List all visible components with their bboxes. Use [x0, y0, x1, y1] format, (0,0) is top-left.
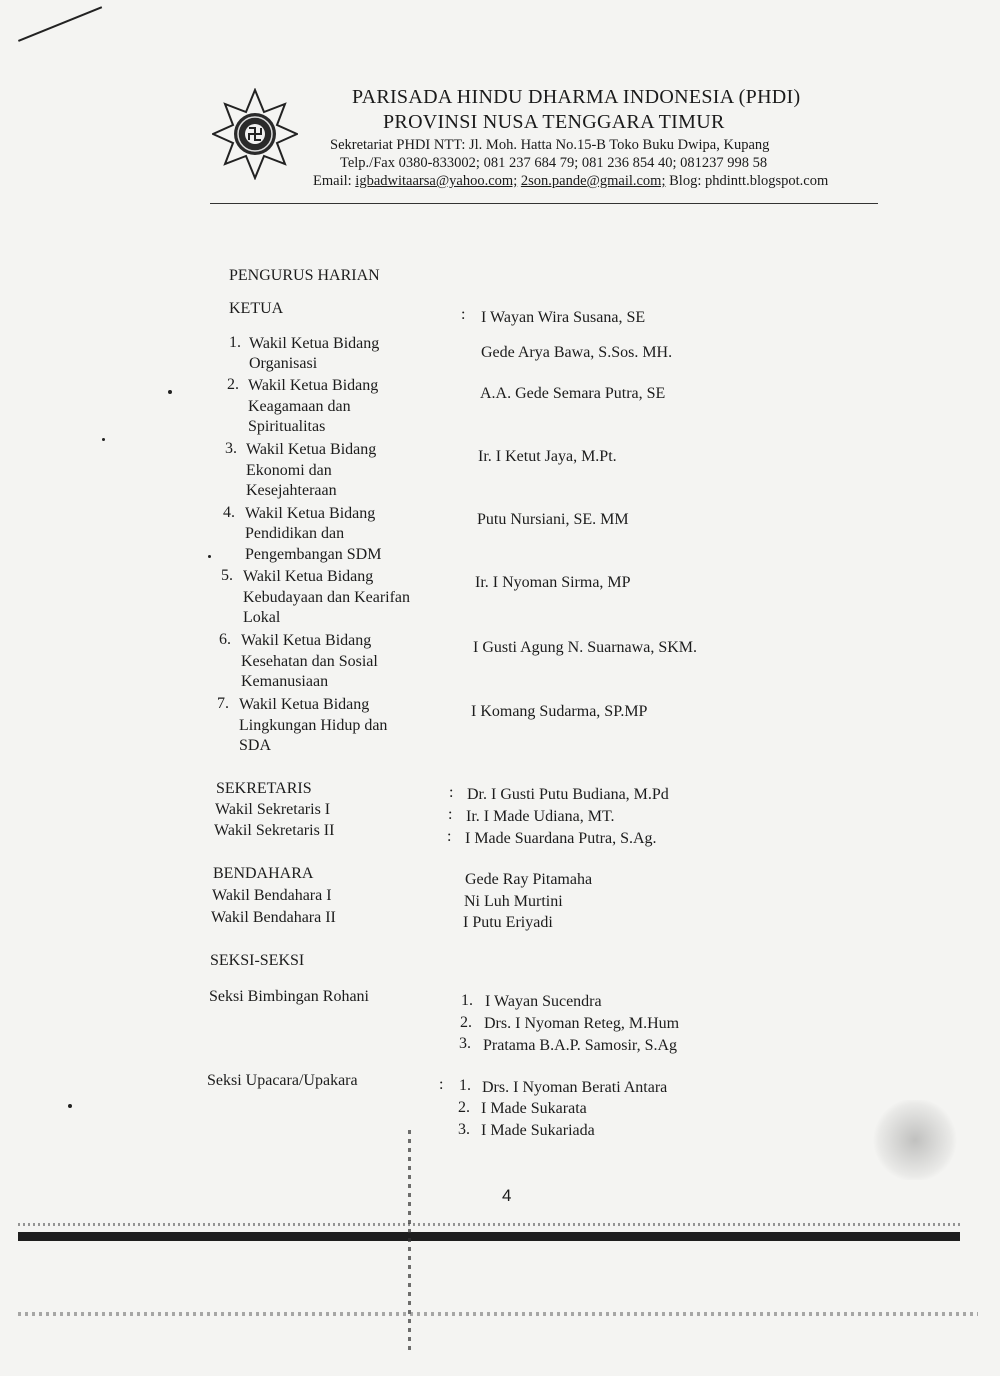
secretariat-address: Sekretariat PHDI NTT: Jl. Moh. Hatta No.15-B Toko Buku Dwipa, Kupang	[330, 137, 770, 153]
sekretaris-label: SEKRETARIS	[216, 780, 312, 797]
scan-edge-noise	[18, 1223, 960, 1226]
wakil-6-name: I Gusti Agung N. Suarnawa, SKM.	[473, 639, 697, 656]
wakil-bendahara-2-name: I Putu Eriyadi	[463, 914, 553, 931]
phdi-logo-emblem-icon	[212, 88, 298, 180]
bendahara-label: BENDAHARA	[213, 865, 314, 882]
wakil-1-name: Gede Arya Bawa, S.Sos. MH.	[481, 344, 673, 361]
wakil-6-title: Kemanusiaan	[241, 673, 329, 690]
wakil-4-number: 4.	[223, 504, 235, 521]
section-title-seksi: SEKSI-SEKSI	[210, 952, 305, 969]
blog-address: Blog: phdintt.blogspot.com	[665, 173, 829, 189]
wakil-3-name: Ir. I Ketut Jaya, M.Pt.	[478, 448, 617, 465]
wakil-bendahara-1-label: Wakil Bendahara I	[212, 887, 332, 904]
wakil-1-title: Organisasi	[249, 355, 318, 372]
wakil-4-title: Wakil Ketua Bidang	[245, 505, 376, 522]
ketua-label: KETUA	[229, 300, 284, 317]
wakil-4-title: Pendidikan dan	[245, 525, 345, 542]
seksi-2-item-number: 3.	[458, 1121, 470, 1138]
seksi-bimbingan-rohani-label: Seksi Bimbingan Rohani	[209, 988, 369, 1005]
seksi-1-item-number: 1.	[461, 992, 473, 1009]
seksi-2-member: I Made Sukarata	[481, 1100, 587, 1117]
wakil-sekretaris-2-label: Wakil Sekretaris II	[214, 822, 335, 839]
seksi-2-member: I Made Sukariada	[481, 1122, 595, 1139]
page-number: 4	[502, 1186, 512, 1205]
wakil-1-title: Wakil Ketua Bidang	[249, 335, 380, 352]
wakil-3-title: Kesejahteraan	[246, 482, 337, 499]
wakil-4-name: Putu Nursiani, SE. MM	[477, 511, 629, 528]
seksi-1-member: Drs. I Nyoman Reteg, M.Hum	[484, 1015, 680, 1032]
wakil-7-name: I Komang Sudarma, SP.MP	[471, 703, 648, 720]
seksi-1-item-number: 3.	[459, 1035, 471, 1052]
scan-edge-bar	[18, 1232, 960, 1241]
email-link-2[interactable]: 2son.pande@gmail.com;	[520, 173, 666, 189]
wakil-3-title: Ekonomi dan	[246, 462, 332, 479]
wakil-6-title: Kesehatan dan Sosial	[241, 653, 378, 670]
email-prefix: Email:	[313, 173, 356, 189]
wakil-2-title: Keagamaan dan	[248, 398, 351, 415]
wakil-6-title: Wakil Ketua Bidang	[241, 632, 372, 649]
seksi-2-member: Drs. I Nyoman Berati Antara	[482, 1079, 668, 1096]
header-divider	[210, 203, 878, 204]
wakil-1-number: 1.	[229, 334, 241, 351]
wakil-3-title: Wakil Ketua Bidang	[246, 441, 377, 458]
colon: :	[448, 806, 453, 823]
wakil-5-number: 5.	[221, 567, 233, 584]
scan-speck	[208, 555, 211, 558]
wakil-5-name: Ir. I Nyoman Sirma, MP	[475, 574, 631, 591]
seksi-1-member: Pratama B.A.P. Samosir, S.Ag	[483, 1037, 678, 1054]
colon: :	[439, 1076, 444, 1093]
province-name: PROVINSI NUSA TENGGARA TIMUR	[383, 111, 725, 133]
section-title-pengurus-harian: PENGURUS HARIAN	[229, 267, 380, 284]
wakil-7-title: Lingkungan Hidup dan	[239, 717, 388, 734]
phone-fax: Telp./Fax 0380-833002; 081 237 684 79; 081 236 854 40; 081237 998 58	[340, 155, 768, 171]
wakil-bendahara-1-name: Ni Luh Murtini	[464, 893, 563, 910]
wakil-5-title: Wakil Ketua Bidang	[243, 568, 374, 585]
seksi-2-item-number: 1.	[459, 1077, 471, 1094]
wakil-sekretaris-1-name: Ir. I Made Udiana, MT.	[466, 808, 615, 825]
colon: :	[449, 784, 454, 801]
organization-name: PARISADA HINDU DHARMA INDONESIA (PHDI)	[352, 86, 801, 108]
contact-emails	[313, 173, 828, 190]
seksi-2-item-number: 2.	[458, 1099, 470, 1116]
wakil-7-title: SDA	[239, 737, 272, 754]
wakil-6-number: 6.	[219, 631, 231, 648]
seksi-1-item-number: 2.	[460, 1014, 472, 1031]
wakil-7-number: 7.	[217, 695, 229, 712]
sekretaris-name: Dr. I Gusti Putu Budiana, M.Pd	[467, 786, 669, 803]
wakil-bendahara-2-label: Wakil Bendahara II	[211, 909, 336, 926]
seksi-1-member: I Wayan Sucendra	[485, 993, 602, 1010]
seksi-upacara-upakara-label: Seksi Upacara/Upakara	[207, 1072, 358, 1089]
colon: :	[461, 306, 466, 323]
wakil-5-title: Lokal	[243, 609, 281, 626]
ketua-name: I Wayan Wira Susana, SE	[481, 309, 646, 326]
bendahara-name: Gede Ray Pitamaha	[465, 871, 593, 888]
wakil-4-title: Pengembangan SDM	[245, 546, 382, 563]
wakil-7-title: Wakil Ketua Bidang	[239, 696, 370, 713]
wakil-2-name: A.A. Gede Semara Putra, SE	[480, 385, 666, 402]
wakil-2-number: 2.	[227, 376, 239, 393]
scan-bottom-noise	[18, 1312, 978, 1316]
scan-speck	[68, 1104, 72, 1108]
wakil-3-number: 3.	[225, 440, 237, 457]
wakil-5-title: Kebudayaan dan Kearifan	[243, 589, 411, 606]
scan-corner-mark	[18, 6, 102, 42]
email-link-1[interactable]: igbadwitaarsa@yahoo.com;	[355, 173, 518, 189]
colon: :	[447, 828, 452, 845]
scan-speck	[168, 390, 172, 394]
scan-fold-line	[408, 1130, 411, 1350]
wakil-2-title: Wakil Ketua Bidang	[248, 377, 379, 394]
wakil-sekretaris-2-name: I Made Suardana Putra, S.Ag.	[465, 830, 657, 847]
scan-speck	[102, 438, 105, 441]
wakil-sekretaris-1-label: Wakil Sekretaris I	[215, 801, 331, 818]
scan-smudge	[870, 1100, 960, 1180]
wakil-2-title: Spiritualitas	[248, 418, 326, 435]
